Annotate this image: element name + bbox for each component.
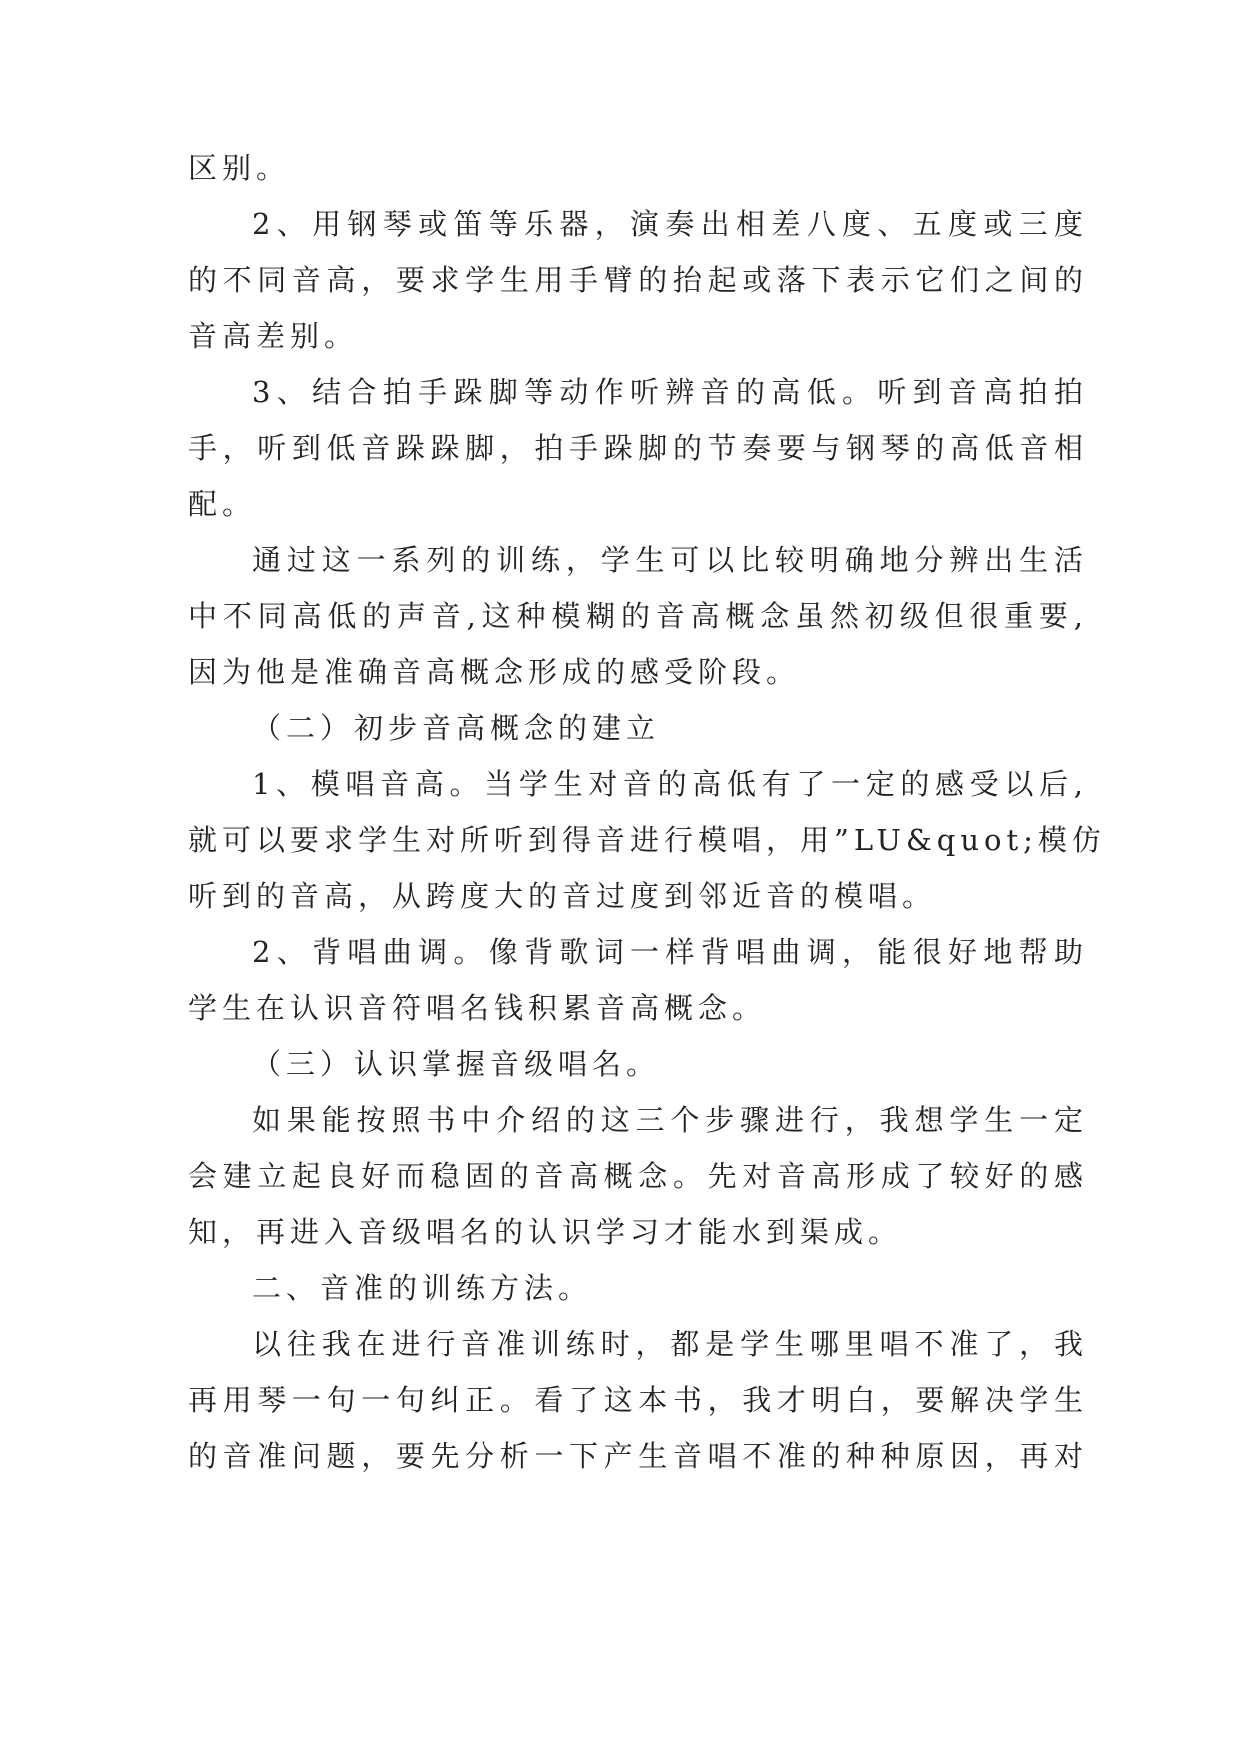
text-line: 音高差别。 <box>188 319 359 353</box>
text-line: 学生在认识音符唱名钱积累音高概念。 <box>188 991 767 1025</box>
section-heading: （二）初步音高概念的建立 <box>252 711 661 745</box>
text-line: 再用琴一句一句纠正。看了这本书，我才明白，要解决学生 <box>188 1383 1088 1417</box>
text-line: 以往我在进行音准训练时，都是学生哪里唱不准了，我 <box>252 1327 1088 1361</box>
text-line: 2、背唱曲调。像背歌词一样背唱曲调，能很好地帮助 <box>252 935 1088 969</box>
text-line: 知，再进入音级唱名的认识学习才能水到渠成。 <box>188 1215 903 1249</box>
text-line: 中不同高低的声音,这种模糊的音高概念虽然初级但很重要, <box>188 599 1088 633</box>
text-line: 的不同音高，要求学生用手臂的抬起或落下表示它们之间的 <box>188 263 1088 297</box>
text-line: 就可以要求学生对所听到得音进行模唱，用”LU&quot;模仿 <box>188 823 1106 857</box>
section-heading: 二、音准的训练方法。 <box>252 1271 593 1305</box>
text-line: 1、模唱音高。当学生对音的高低有了一定的感受以后, <box>252 767 1088 801</box>
text-line: 的音准问题，要先分析一下产生音唱不准的种种原因，再对 <box>188 1439 1088 1473</box>
text-line: 区别。 <box>188 151 291 185</box>
text-line: 因为他是准确音高概念形成的感受阶段。 <box>188 655 801 689</box>
section-heading: （三）认识掌握音级唱名。 <box>252 1047 661 1081</box>
text-line: 3、结合拍手跺脚等动作听辨音的高低。听到音高拍拍 <box>252 375 1088 409</box>
text-line: 2、用钢琴或笛等乐器，演奏出相差八度、五度或三度 <box>252 207 1088 241</box>
text-line: 配。 <box>188 487 257 521</box>
text-line: 手，听到低音跺跺脚，拍手跺脚的节奏要与钢琴的高低音相 <box>188 431 1088 465</box>
text-line: 会建立起良好而稳固的音高概念。先对音高形成了较好的感 <box>188 1159 1088 1193</box>
text-line: 听到的音高，从跨度大的音过度到邻近音的模唱。 <box>188 879 937 913</box>
text-line: 通过这一系列的训练，学生可以比较明确地分辨出生活 <box>252 543 1088 577</box>
text-line: 如果能按照书中介绍的这三个步骤进行，我想学生一定 <box>252 1103 1088 1137</box>
